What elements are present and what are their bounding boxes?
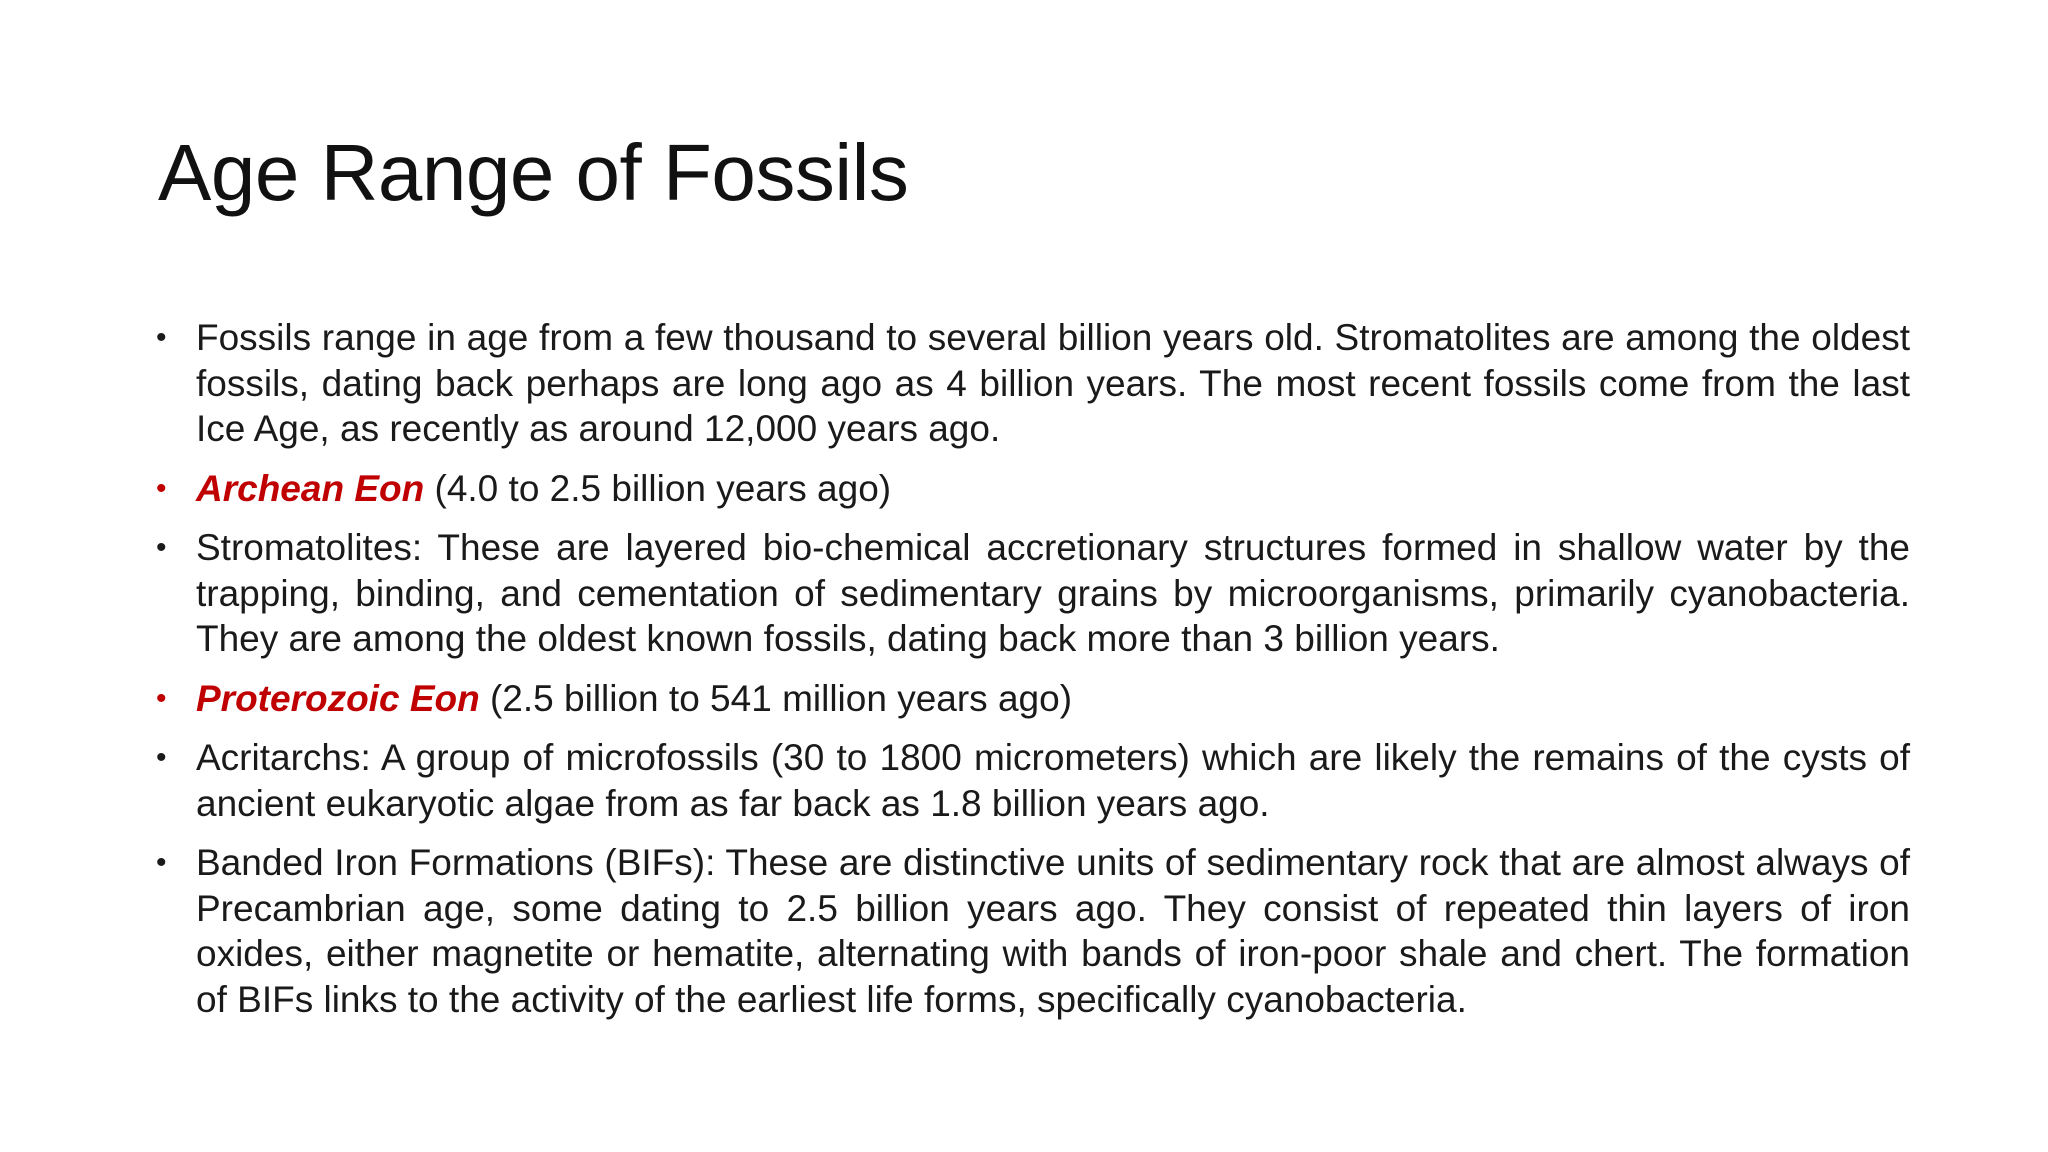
bullet-icon: • [156, 531, 167, 564]
bullet-proterozoic-eon [150, 676, 1910, 722]
bullet-text: Stromatolites: These are layered bio-chemical accretionary structures formed in shallow water by the trapping, binding, and cementation of sedimentary grains by microorganisms, primarily cyanobacteria. They are among the oldest known fossils, dating back more than 3 billion years. [196, 527, 1910, 659]
bullet-icon: • [156, 846, 167, 879]
eon-name: Proterozoic Eon [196, 677, 480, 719]
bullet-stromatolites [150, 525, 1910, 662]
bullet-fossil-age-range [150, 315, 1910, 452]
bullet-text: Fossils range in age from a few thousand to several billion years old. Stromatolites are among the oldest fossils, dating back perhaps are long ago as 4 billion years. The most recent fossils come from the last Ice Age, as recently as around 12,000 years ago. [196, 317, 1910, 449]
bullet-icon: • [156, 321, 167, 354]
bullet-acritarchs [150, 735, 1910, 826]
bullet-icon: • [156, 741, 167, 774]
bullet-icon: • [156, 471, 167, 505]
bullet-list [150, 315, 1910, 1036]
bullet-text: Acritarchs: A group of microfossils (30 to 1800 micrometers) which are likely the remains of the cysts of ancient eukaryotic algae from as far back as 1.8 billion years ago. [196, 737, 1910, 824]
bullet-text: Banded Iron Formations (BIFs): These are distinctive units of sedimentary rock that are almost always of Precambrian age, some dating to 2.5 billion years ago. They consist of repeated thin layers of iron oxides, either magnetite or hematite, alternating with bands of iron-poor shale and chert. The formation of BIFs links to the activity of the earliest life forms, specifically cyanobacteria. [196, 842, 1910, 1020]
slide-title: Age Range of Fossils [158, 128, 909, 217]
bullet-banded-iron-formations [150, 840, 1910, 1022]
bullet-text: (4.0 to 2.5 billion years ago) [424, 467, 892, 509]
bullet-archean-eon [150, 466, 1910, 512]
eon-name: Archean Eon [196, 467, 425, 509]
bullet-icon: • [156, 681, 167, 715]
bullet-text: (2.5 billion to 541 million years ago) [479, 677, 1073, 719]
